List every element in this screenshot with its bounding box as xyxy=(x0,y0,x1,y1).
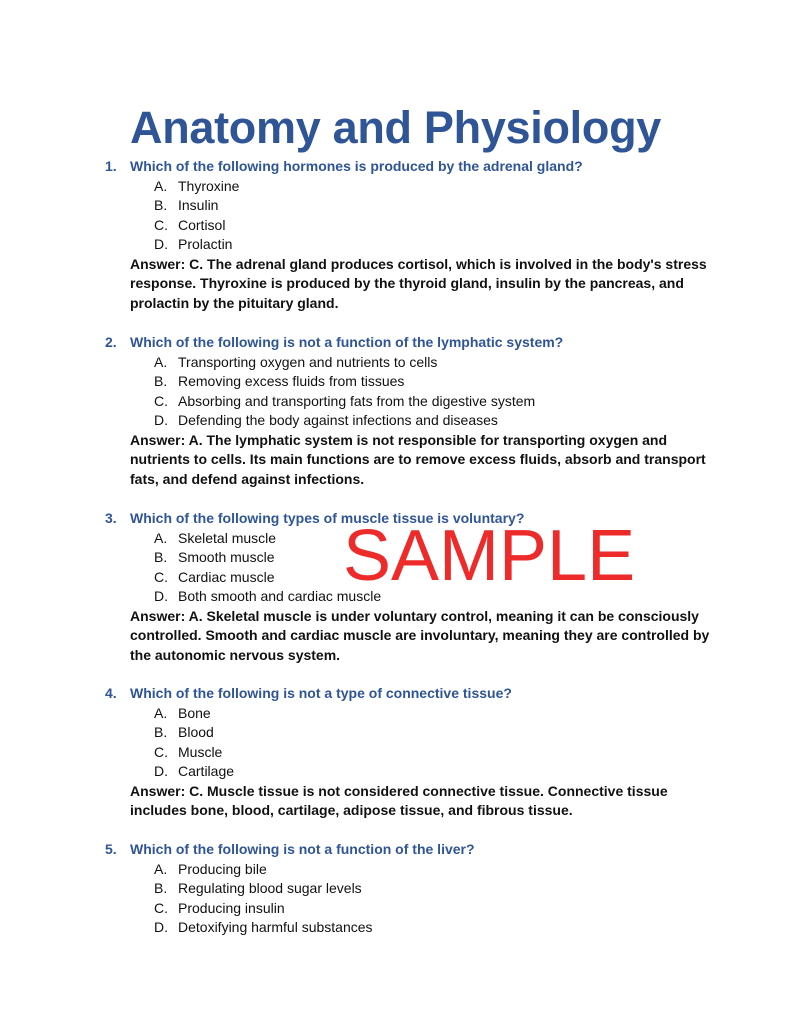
option-a xyxy=(0,177,794,197)
option-letter: A. xyxy=(154,529,168,546)
option-a xyxy=(0,860,794,880)
option-letter: C. xyxy=(154,392,168,409)
option-letter: A. xyxy=(154,353,168,370)
option-b xyxy=(0,723,794,743)
option-a xyxy=(0,704,794,724)
answer-text: Answer: C. The adrenal gland produces cortisol, which is involved in the body's stress response. Thyroxine is produced by the thyroid gland, insulin by the pancreas, and prolactin by the pituitary gland. xyxy=(130,255,707,311)
question-text: Which of the following hormones is produced by the adrenal gland? xyxy=(130,158,583,174)
option-text: Smooth muscle xyxy=(178,549,275,565)
question-4 xyxy=(0,684,794,821)
option-text: Regulating blood sugar levels xyxy=(178,880,362,896)
option-b xyxy=(0,372,794,392)
answer-text: Answer: C. Muscle tissue is not considered connective tissue. Connective tissue includes bone, blood, cartilage, adipose tissue, and fibrous tissue. xyxy=(130,782,668,818)
option-text: Bone xyxy=(178,704,211,721)
option-letter: B. xyxy=(154,880,168,896)
option-text: Cartilage xyxy=(178,763,235,779)
option-letter: A. xyxy=(154,177,168,194)
question-number: 1. xyxy=(105,158,117,174)
option-letter: B. xyxy=(154,197,168,213)
option-text: Transporting oxygen and nutrients to cells xyxy=(178,353,438,370)
option-b xyxy=(0,196,794,216)
option-b xyxy=(0,879,794,899)
sample-watermark: SAMPLE xyxy=(343,516,636,596)
question-line xyxy=(0,157,794,177)
question-1 xyxy=(0,157,794,313)
option-text: Cardiac muscle xyxy=(178,568,275,585)
question-text: Which of the following types of muscle tissue is voluntary? xyxy=(130,510,525,526)
option-text: Prolactin xyxy=(178,236,233,252)
option-text: Blood xyxy=(178,724,214,740)
option-letter: D. xyxy=(154,236,168,252)
option-d xyxy=(0,235,794,255)
question-number: 5. xyxy=(105,841,117,857)
question-number: 3. xyxy=(105,510,117,526)
option-c xyxy=(0,899,794,919)
option-text: Producing insulin xyxy=(178,899,285,916)
question-2 xyxy=(0,333,794,489)
option-text: Defending the body against infections and diseases xyxy=(178,412,498,428)
question-line xyxy=(0,333,794,353)
option-text: Muscle xyxy=(178,743,223,760)
answer-text: Answer: A. The lymphatic system is not responsible for transporting oxygen and nutrients to cells. Its main functions are to remove excess fluids, absorb and transport fats, and defend against infections. xyxy=(130,431,706,487)
option-letter: B. xyxy=(154,373,168,389)
option-a xyxy=(0,353,794,373)
option-text: Removing excess fluids from tissues xyxy=(178,373,405,389)
option-text: Skeletal muscle xyxy=(178,529,277,546)
option-text: Thyroxine xyxy=(178,177,240,194)
question-number: 4. xyxy=(105,685,117,701)
option-text: Detoxifying harmful substances xyxy=(178,919,373,935)
option-letter: C. xyxy=(154,743,168,760)
question-number: 2. xyxy=(105,334,117,350)
option-letter: A. xyxy=(154,860,168,877)
option-text: Absorbing and transporting fats from the digestive system xyxy=(178,392,536,409)
option-letter: A. xyxy=(154,704,168,721)
option-letter: C. xyxy=(154,899,168,916)
option-d xyxy=(0,411,794,431)
option-letter: D. xyxy=(154,763,168,779)
question-line xyxy=(0,840,794,860)
page-title: Anatomy and Physiology xyxy=(130,102,661,153)
answer-text: Answer: A. Skeletal muscle is under voluntary control, meaning it can be consciously controlled. Smooth and cardiac muscle are involuntary, meaning they are controlled by the autonomic nervous system. xyxy=(130,607,710,663)
option-letter: C. xyxy=(154,216,168,233)
option-letter: B. xyxy=(154,549,168,565)
option-letter: D. xyxy=(154,412,168,428)
question-line xyxy=(0,684,794,704)
question-text: Which of the following is not a function of the lymphatic system? xyxy=(130,334,564,350)
question-text: Which of the following is not a function of the liver? xyxy=(130,841,475,857)
option-letter: B. xyxy=(154,724,168,740)
option-c xyxy=(0,216,794,236)
question-text: Which of the following is not a type of connective tissue? xyxy=(130,685,512,701)
option-letter: C. xyxy=(154,568,168,585)
option-d xyxy=(0,918,794,938)
option-text: Insulin xyxy=(178,197,219,213)
option-letter: D. xyxy=(154,588,168,604)
option-letter: D. xyxy=(154,919,168,935)
option-d xyxy=(0,762,794,782)
option-c xyxy=(0,392,794,412)
option-text: Producing bile xyxy=(178,860,267,877)
option-c xyxy=(0,743,794,763)
option-text: Both smooth and cardiac muscle xyxy=(178,588,382,604)
option-text: Cortisol xyxy=(178,216,226,233)
question-5 xyxy=(0,840,794,938)
